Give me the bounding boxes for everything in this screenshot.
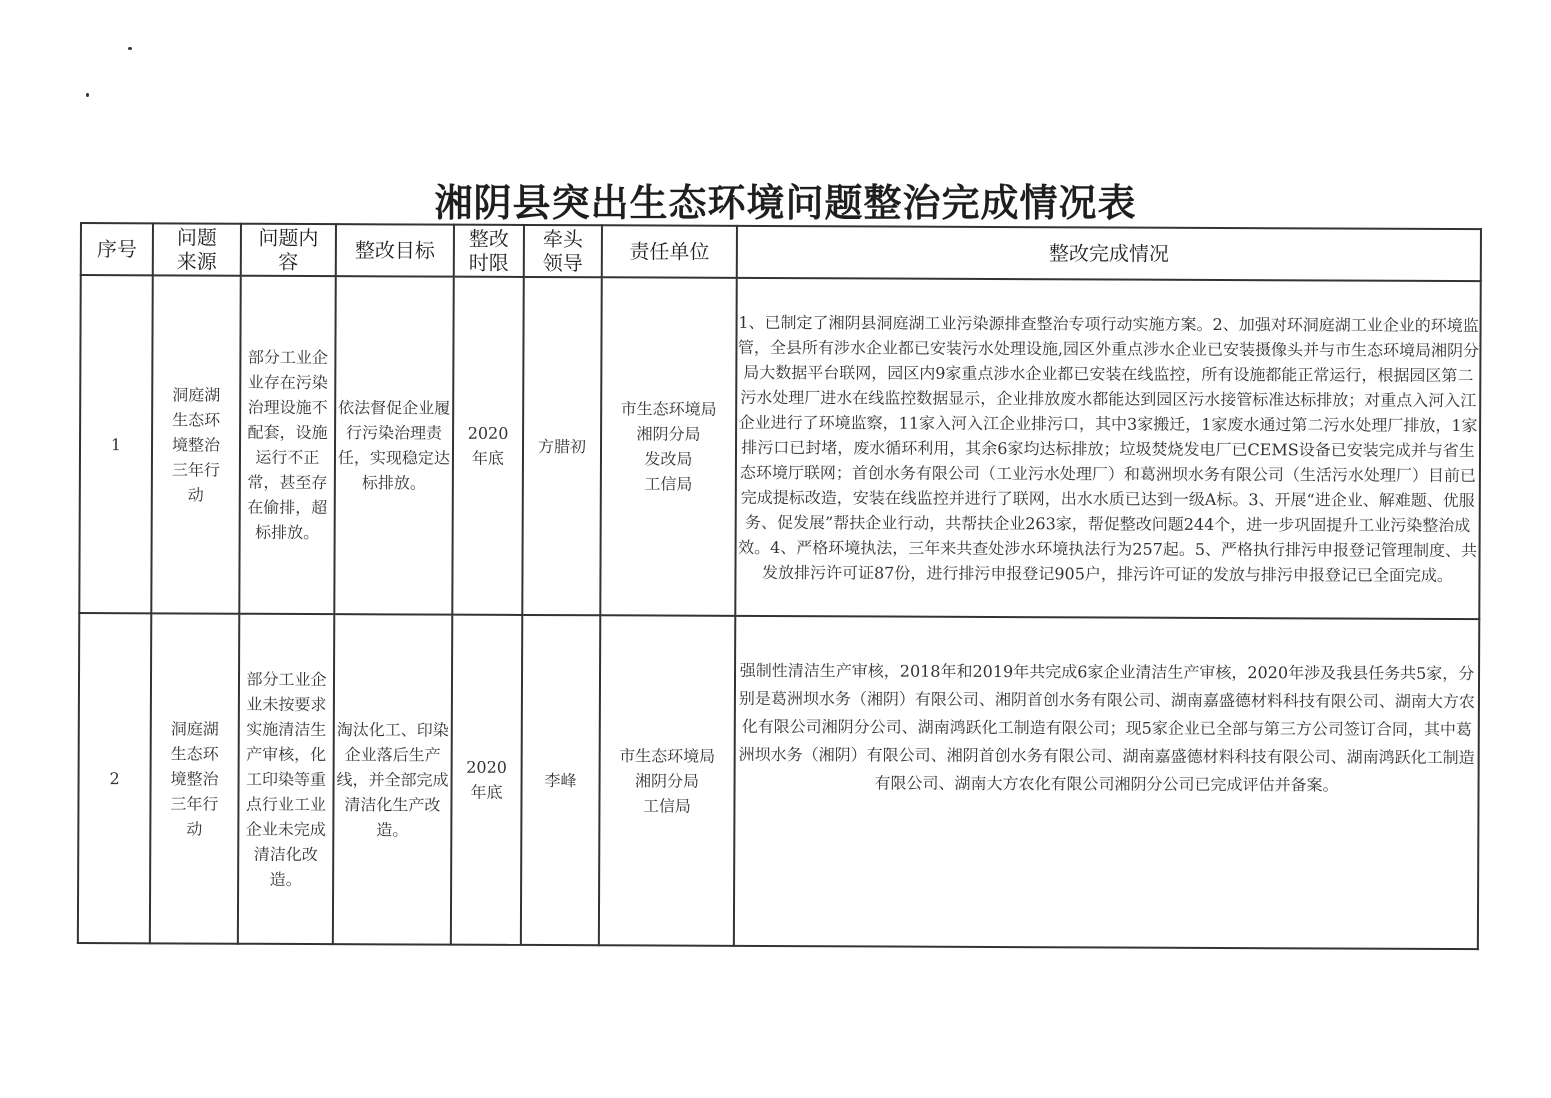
unit-item: 工信局	[644, 474, 693, 494]
header-goal: 整改目标	[336, 224, 454, 277]
row-leader: 方腊初	[522, 277, 601, 615]
unit-item: 湘阴分局	[635, 770, 700, 791]
table-header-row	[81, 223, 1481, 281]
row-units	[599, 615, 735, 946]
row-deadline: 2020年底	[451, 615, 522, 945]
unit-item: 市生态环境局	[619, 745, 716, 766]
scan-speck	[128, 47, 132, 50]
row-leader: 李峰	[521, 615, 600, 945]
row-deadline: 2020年底	[452, 277, 523, 615]
table-row	[78, 613, 1479, 949]
row-content: 部分工业企业存在污染治理设施不配套，设施运行不正常，甚至存在偷排，超标排放。	[239, 276, 335, 614]
row-source: 洞庭湖生态环境整治三年行动	[150, 613, 239, 943]
header-deadline: 整改时限	[454, 225, 524, 277]
row-source: 洞庭湖生态环境整治三年行动	[151, 275, 240, 613]
unit-item: 湘阴分局	[636, 424, 701, 444]
row-seq: 2	[78, 613, 151, 943]
row-goal: 依法督促企业履行污染治理责任，实现稳定达标排放。	[334, 276, 453, 615]
header-content: 问题内容	[241, 224, 336, 276]
header-status: 整改完成情况	[737, 226, 1481, 281]
row-content: 部分工业企业未按要求实施清洁生产审核，化工印染等重点行业工业企业未完成清洁化改造。	[238, 614, 334, 944]
header-unit: 责任单位	[602, 225, 737, 278]
header-seq: 序号	[81, 223, 153, 275]
row-seq: 1	[79, 275, 152, 613]
scan-speck	[86, 93, 89, 97]
status-table	[77, 222, 1482, 950]
unit-item: 市生态环境局	[620, 399, 717, 419]
unit-item: 工信局	[642, 795, 692, 816]
row-goal: 淘汰化工、印染企业落后生产线，并全部完成清洁化生产改造。	[333, 614, 452, 945]
header-source: 问题来源	[153, 223, 241, 275]
unit-item: 发改局	[644, 449, 693, 469]
row-status: 1、已制定了湘阴县洞庭湖工业污染源排查整治专项行动实施方案。2、加强对环洞庭湖工业企业的环境监管，全县所有涉水企业都已安装污水处理设施,园区外重点涉水企业已安装摄像头并与市生态环境局湘阴分局大数据平台联网，园区内9家重点涉水企业都已安装在线监控，所有设施都能正常运行，根据园区第二污水处理厂进水在线监控数据显示，企业排放废水都能达到园区污水接管标准达标排放；对重点入河入江企业进行了环境监察，11家入河入江企业排污口，其中3家搬迁，1家废水通过第二污水处理厂排放，1家排污口已封堵，废水循环利用，其余6家均达标排放；垃圾焚烧发电厂已CEMS设备已安装完成并与省生态环境厅联网；首创水务有限公司（工业污水处理厂）和葛洲坝水务有限公司（生活污水处理厂）目前已完成提标改造，安装在线监控并进行了联网，出水水质已达到一级A标。3、开展“进企业、解难题、优服务、促发展”帮扶企业行动，共帮扶企业263家，帮促整改问题244个，进一步巩固提升工业污染整治成效。4、严格环境执法，三年来共查处涉水环境执法行为257起。5、严格执行排污申报登记管理制度、共发放排污许可证87份，进行排污申报登记905户，排污许可证的发放与排污申报登记已全面完成。	[735, 278, 1480, 619]
row-units	[600, 277, 736, 616]
table-row	[79, 275, 1480, 619]
page-title: 湘阴县突出生态环境问题整治完成情况表	[434, 181, 1137, 225]
header-leader: 牵头领导	[524, 225, 602, 277]
row-status: 强制性清洁生产审核，2018年和2019年共完成6家企业清洁生产审核，2020年涉及我县任务共5家，分别是葛洲坝水务（湘阴）有限公司、湘阴首创水务有限公司、湖南嘉盛德材料科技有限公司、湖南大方农化有限公司湘阴分公司、湖南鸿跃化工制造有限公司；现5家企业已全部与第三方公司签订合同，其中葛洲坝水务（湘阴）有限公司、湘阴首创水务有限公司、湖南嘉盛德材料科技有限公司、湖南鸿跃化工制造有限公司、湖南大方农化有限公司湘阴分公司已完成评估并备案。	[734, 616, 1479, 949]
